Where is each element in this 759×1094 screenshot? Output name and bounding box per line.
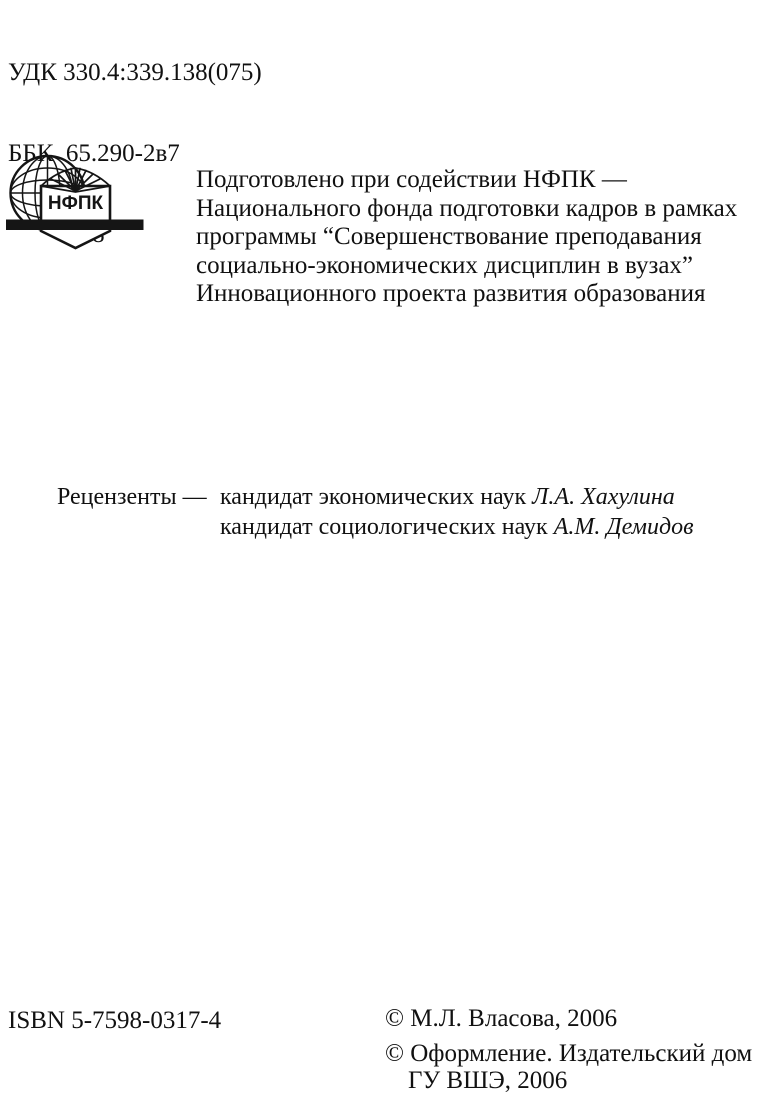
reviewer-name: Л.А. Хахулина [532, 484, 675, 510]
reviewers-list [220, 482, 694, 542]
isbn-number: ISBN 5-7598-0317-4 [8, 1007, 222, 1034]
reviewer-entry [220, 482, 694, 512]
nfpk-logo [5, 138, 155, 258]
bbk-code: ББК 65.290-2в7 [8, 140, 180, 167]
sponsor-note [196, 166, 756, 309]
reviewer-name: А.М. Демидов [553, 514, 694, 540]
udk-code: УДК 330.4:339.138(075) [8, 59, 262, 86]
reviewers-block [57, 482, 694, 542]
globe-book-icon [5, 138, 155, 258]
nfpk-logo-text: НФПК [47, 193, 104, 214]
sponsor-note-line: программы “Совершенствование преподавания [196, 223, 702, 250]
sponsor-note-line: Подготовлено при содействии НФПК — [196, 166, 627, 193]
reviewer-degree: кандидат экономических наук [220, 484, 533, 510]
copyright-author: © М.Л. Власова, 2006 [385, 1005, 618, 1032]
logo-bar [6, 220, 144, 231]
reviewers-label: Рецензенты — [57, 484, 207, 510]
copyright-design: © Оформление. Издательский дом [385, 1040, 753, 1067]
sponsor-note-line: Инновационного проекта развития образования [196, 280, 706, 307]
copyright-design-publisher: ГУ ВШЭ, 2006 [408, 1067, 568, 1094]
sponsor-note-line: Национального фонда подготовки кадров в рамках [196, 194, 738, 222]
sponsor-note-line: социально-экономических дисциплин в вузах” [196, 251, 694, 279]
reviewer-entry [220, 512, 694, 542]
copyright-block [385, 1005, 752, 1094]
reviewer-degree: кандидат социологических наук [220, 514, 554, 540]
